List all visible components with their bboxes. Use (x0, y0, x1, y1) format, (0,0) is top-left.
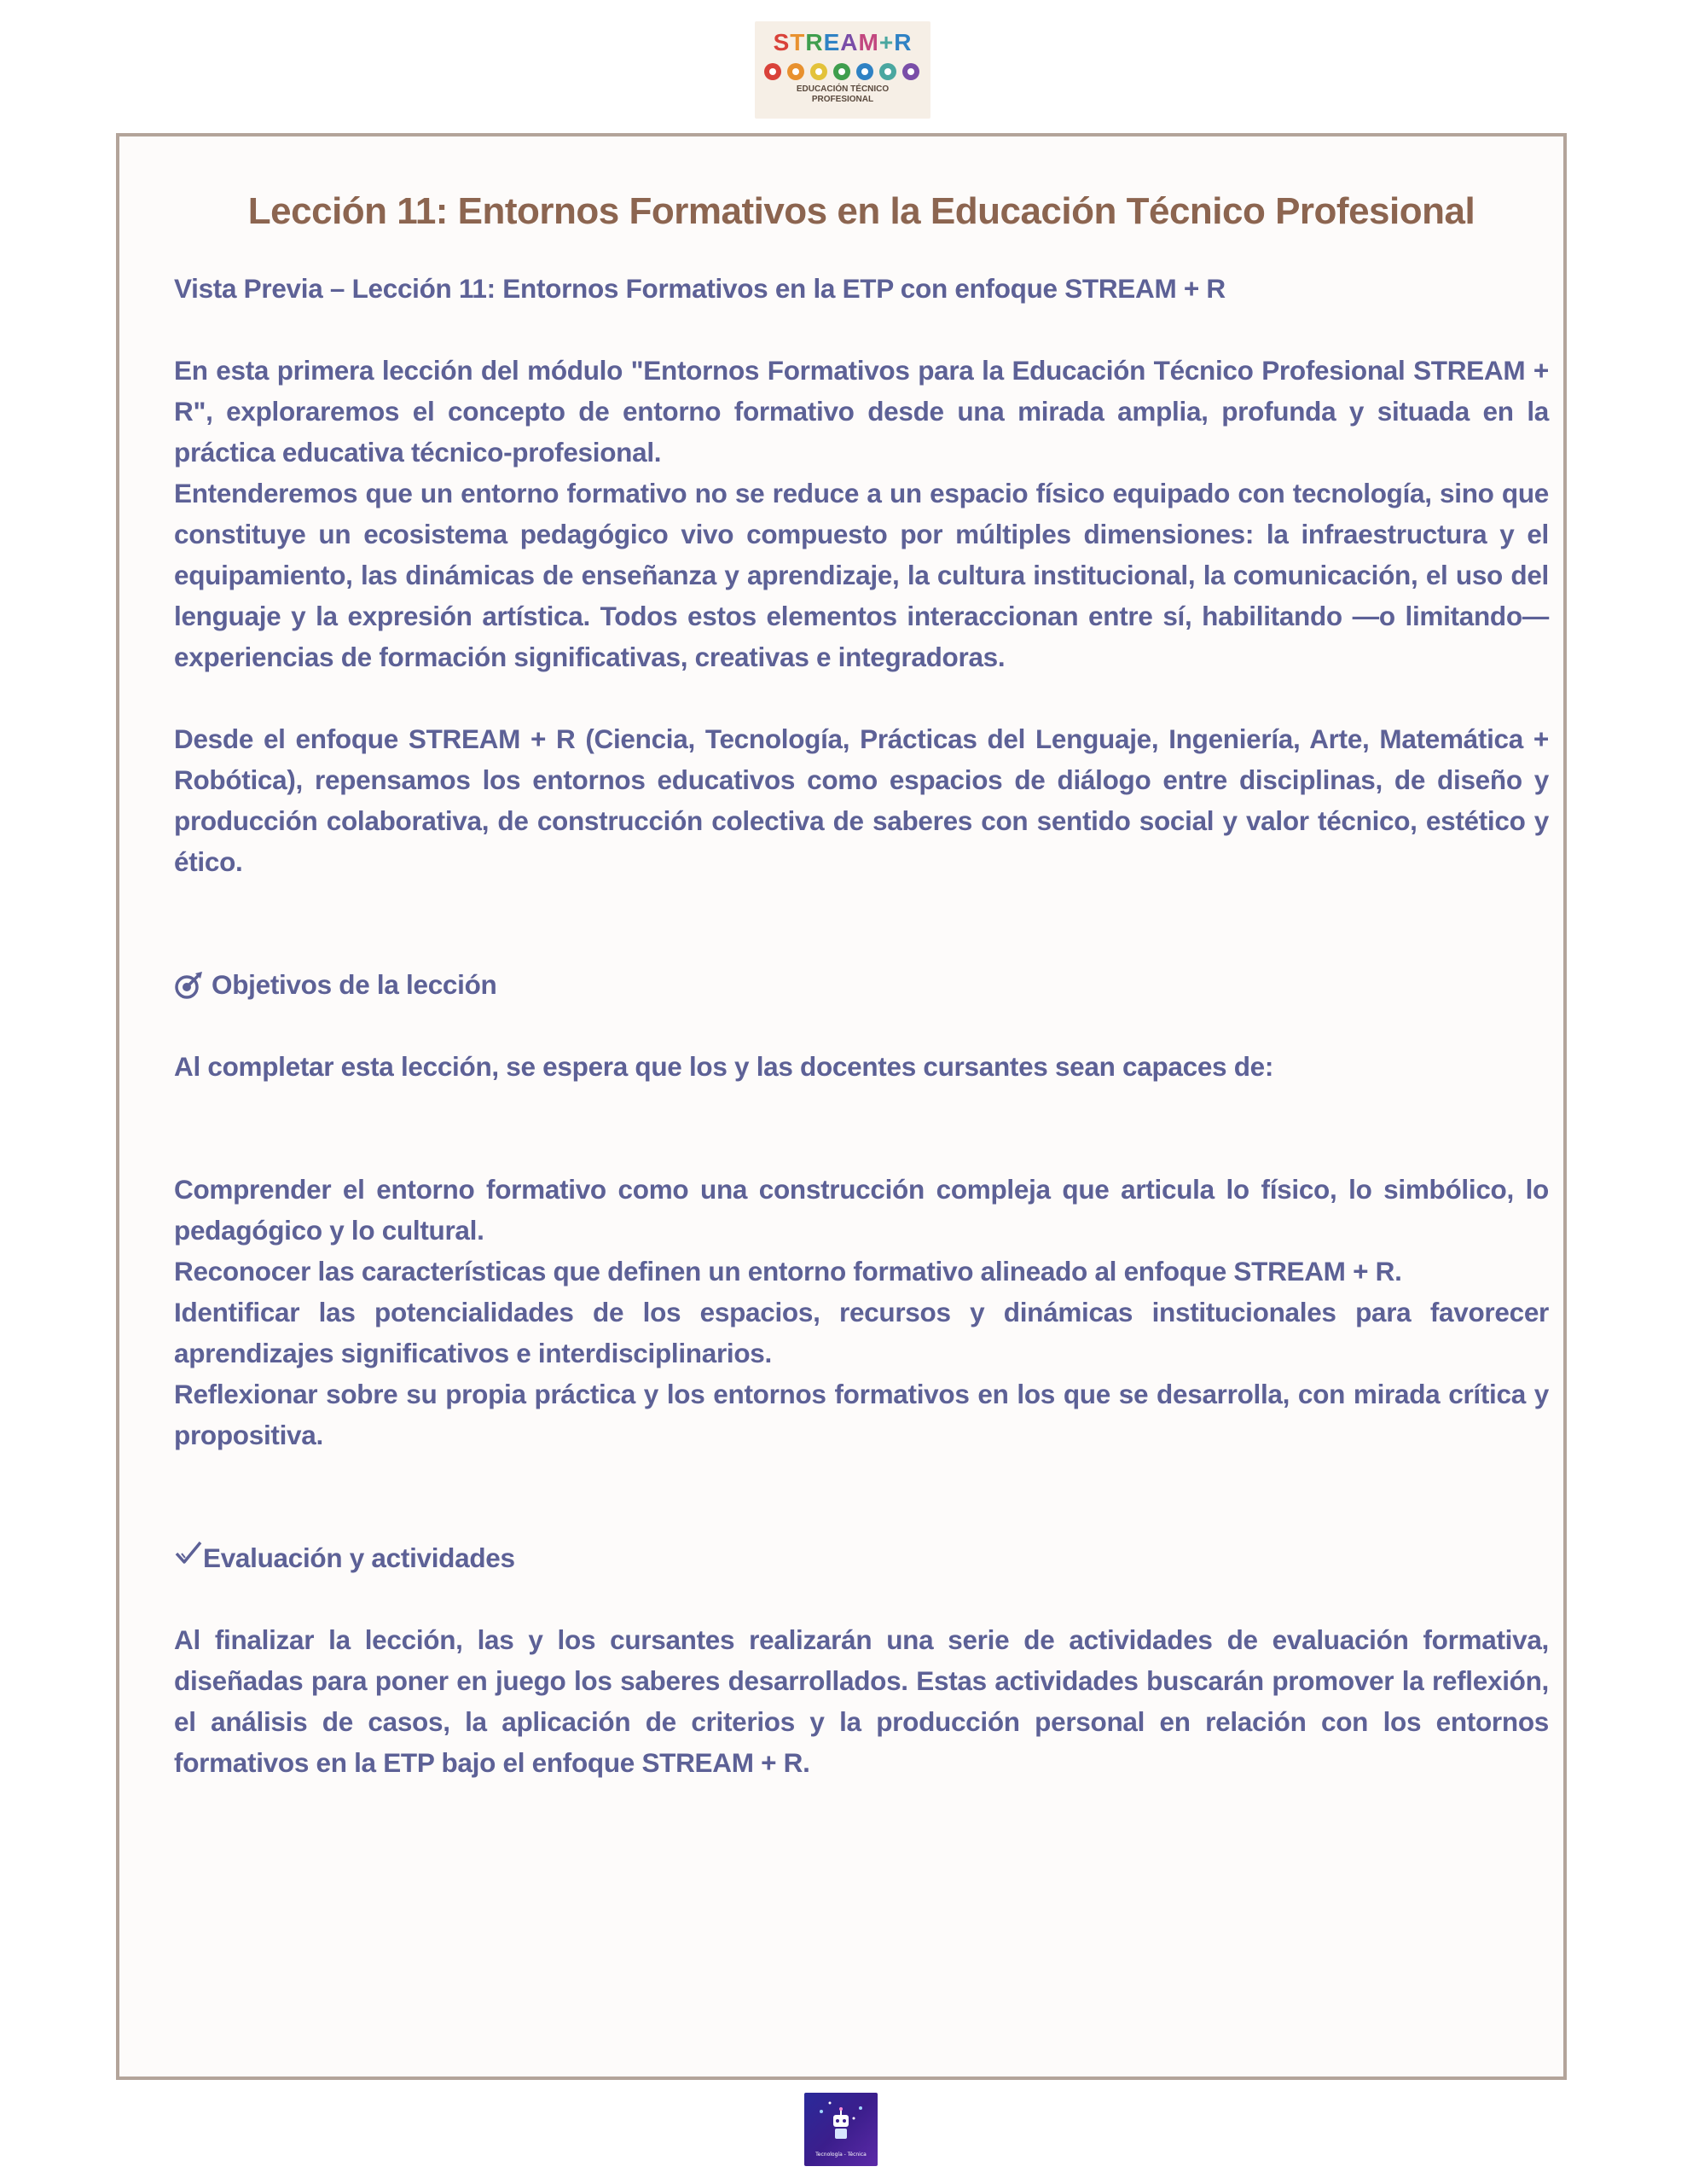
objective-item: Reflexionar sobre su propia práctica y los entornos formativos en los que se desarrolla, con mirada crítica y propositiva. (174, 1379, 1549, 1450)
objectives-list (174, 1169, 1549, 1455)
page-title: Lección 11: Entornos Formativos en la Educación Técnico Profesional (247, 190, 1475, 232)
objective-item: Reconocer las características que definen un entorno formativo alineado al enfoque STREAM + R. (174, 1256, 1402, 1287)
objective-item: Comprender el entorno formativo como una construcción compleja que articula lo físico, lo simbólico, lo pedagógico y lo cultural. (174, 1174, 1549, 1246)
footer-logo-caption: Tecnología - Técnica (815, 2152, 867, 2158)
preview-subtitle: Vista Previa – Lección 11: Entornos Formativos en la ETP con enfoque STREAM + R (174, 273, 1226, 304)
evaluation-paragraph: Al finalizar la lección, las y los cursantes realizarán una serie de actividades de evaluación formativa, diseñadas para poner en juego los saberes desarrollados. Estas actividades buscarán promover la reflexión, el análisis de casos, la aplicación de criterios y la producción personal en relación con los entornos formativos en la ETP bajo el enfoque STREAM + R. (174, 1624, 1549, 1778)
objectives-intro: Al completar esta lección, se espera que los y las docentes cursantes sean capaces de: (174, 1051, 1274, 1082)
objectives-heading-text: Objetivos de la lección (212, 969, 497, 1000)
objective-item: Identificar las potencialidades de los espacios, recursos y dinámicas institucionales para favorecer aprendizajes significativos e interdisciplinarios. (174, 1297, 1549, 1368)
tecnologia-tecnica-logo (804, 2093, 878, 2166)
target-icon (174, 970, 203, 999)
document-content (174, 188, 1549, 1783)
stream-approach-paragraph: Desde el enfoque STREAM + R (Ciencia, Tecnología, Prácticas del Lenguaje, Ingeniería, Arte, Matemática + Robótica), repensamos los entornos educativos como espacios de diálogo entre disciplinas, de diseño y producción colaborativa, de construcción colectiva de saberes con sentido social y valor técnico, estético y ético. (174, 723, 1549, 877)
intro-paragraph: En esta primera lección del módulo "Entornos Formativos para la Educación Técnico Profesional STREAM + R", exploraremos el concepto de entorno formativo desde una mirada amplia, profunda y situada en la práctica educativa técnico-profesional. (174, 355, 1549, 468)
logo-discipline-icons (755, 61, 930, 83)
environment-paragraph: Entenderemos que un entorno formativo no se reduce a un espacio físico equipado con tecnología, sino que constituye un ecosistema pedagógico vivo compuesto por múltiples dimensiones: la infraestructura y el equipamiento, las dinámicas de enseñanza y aprendizaje, la cultura institucional, la comunicación, el uso del lenguaje y la expresión artística. Todos estos elementos interaccionan entre sí, habilitando —o limitando— experiencias de formación significativas, creativas e integradoras. (174, 478, 1549, 672)
logo-brand-text: STREAM+R (773, 29, 913, 55)
checkmark-icon (174, 1537, 203, 1578)
objectives-heading (174, 964, 1549, 1005)
logo-subtitle: EDUCACIÓN TÉCNICO PROFESIONAL (796, 84, 890, 104)
evaluation-heading-text: Evaluación y actividades (203, 1542, 515, 1573)
stream-r-logo (755, 21, 930, 119)
evaluation-heading (174, 1537, 1549, 1578)
